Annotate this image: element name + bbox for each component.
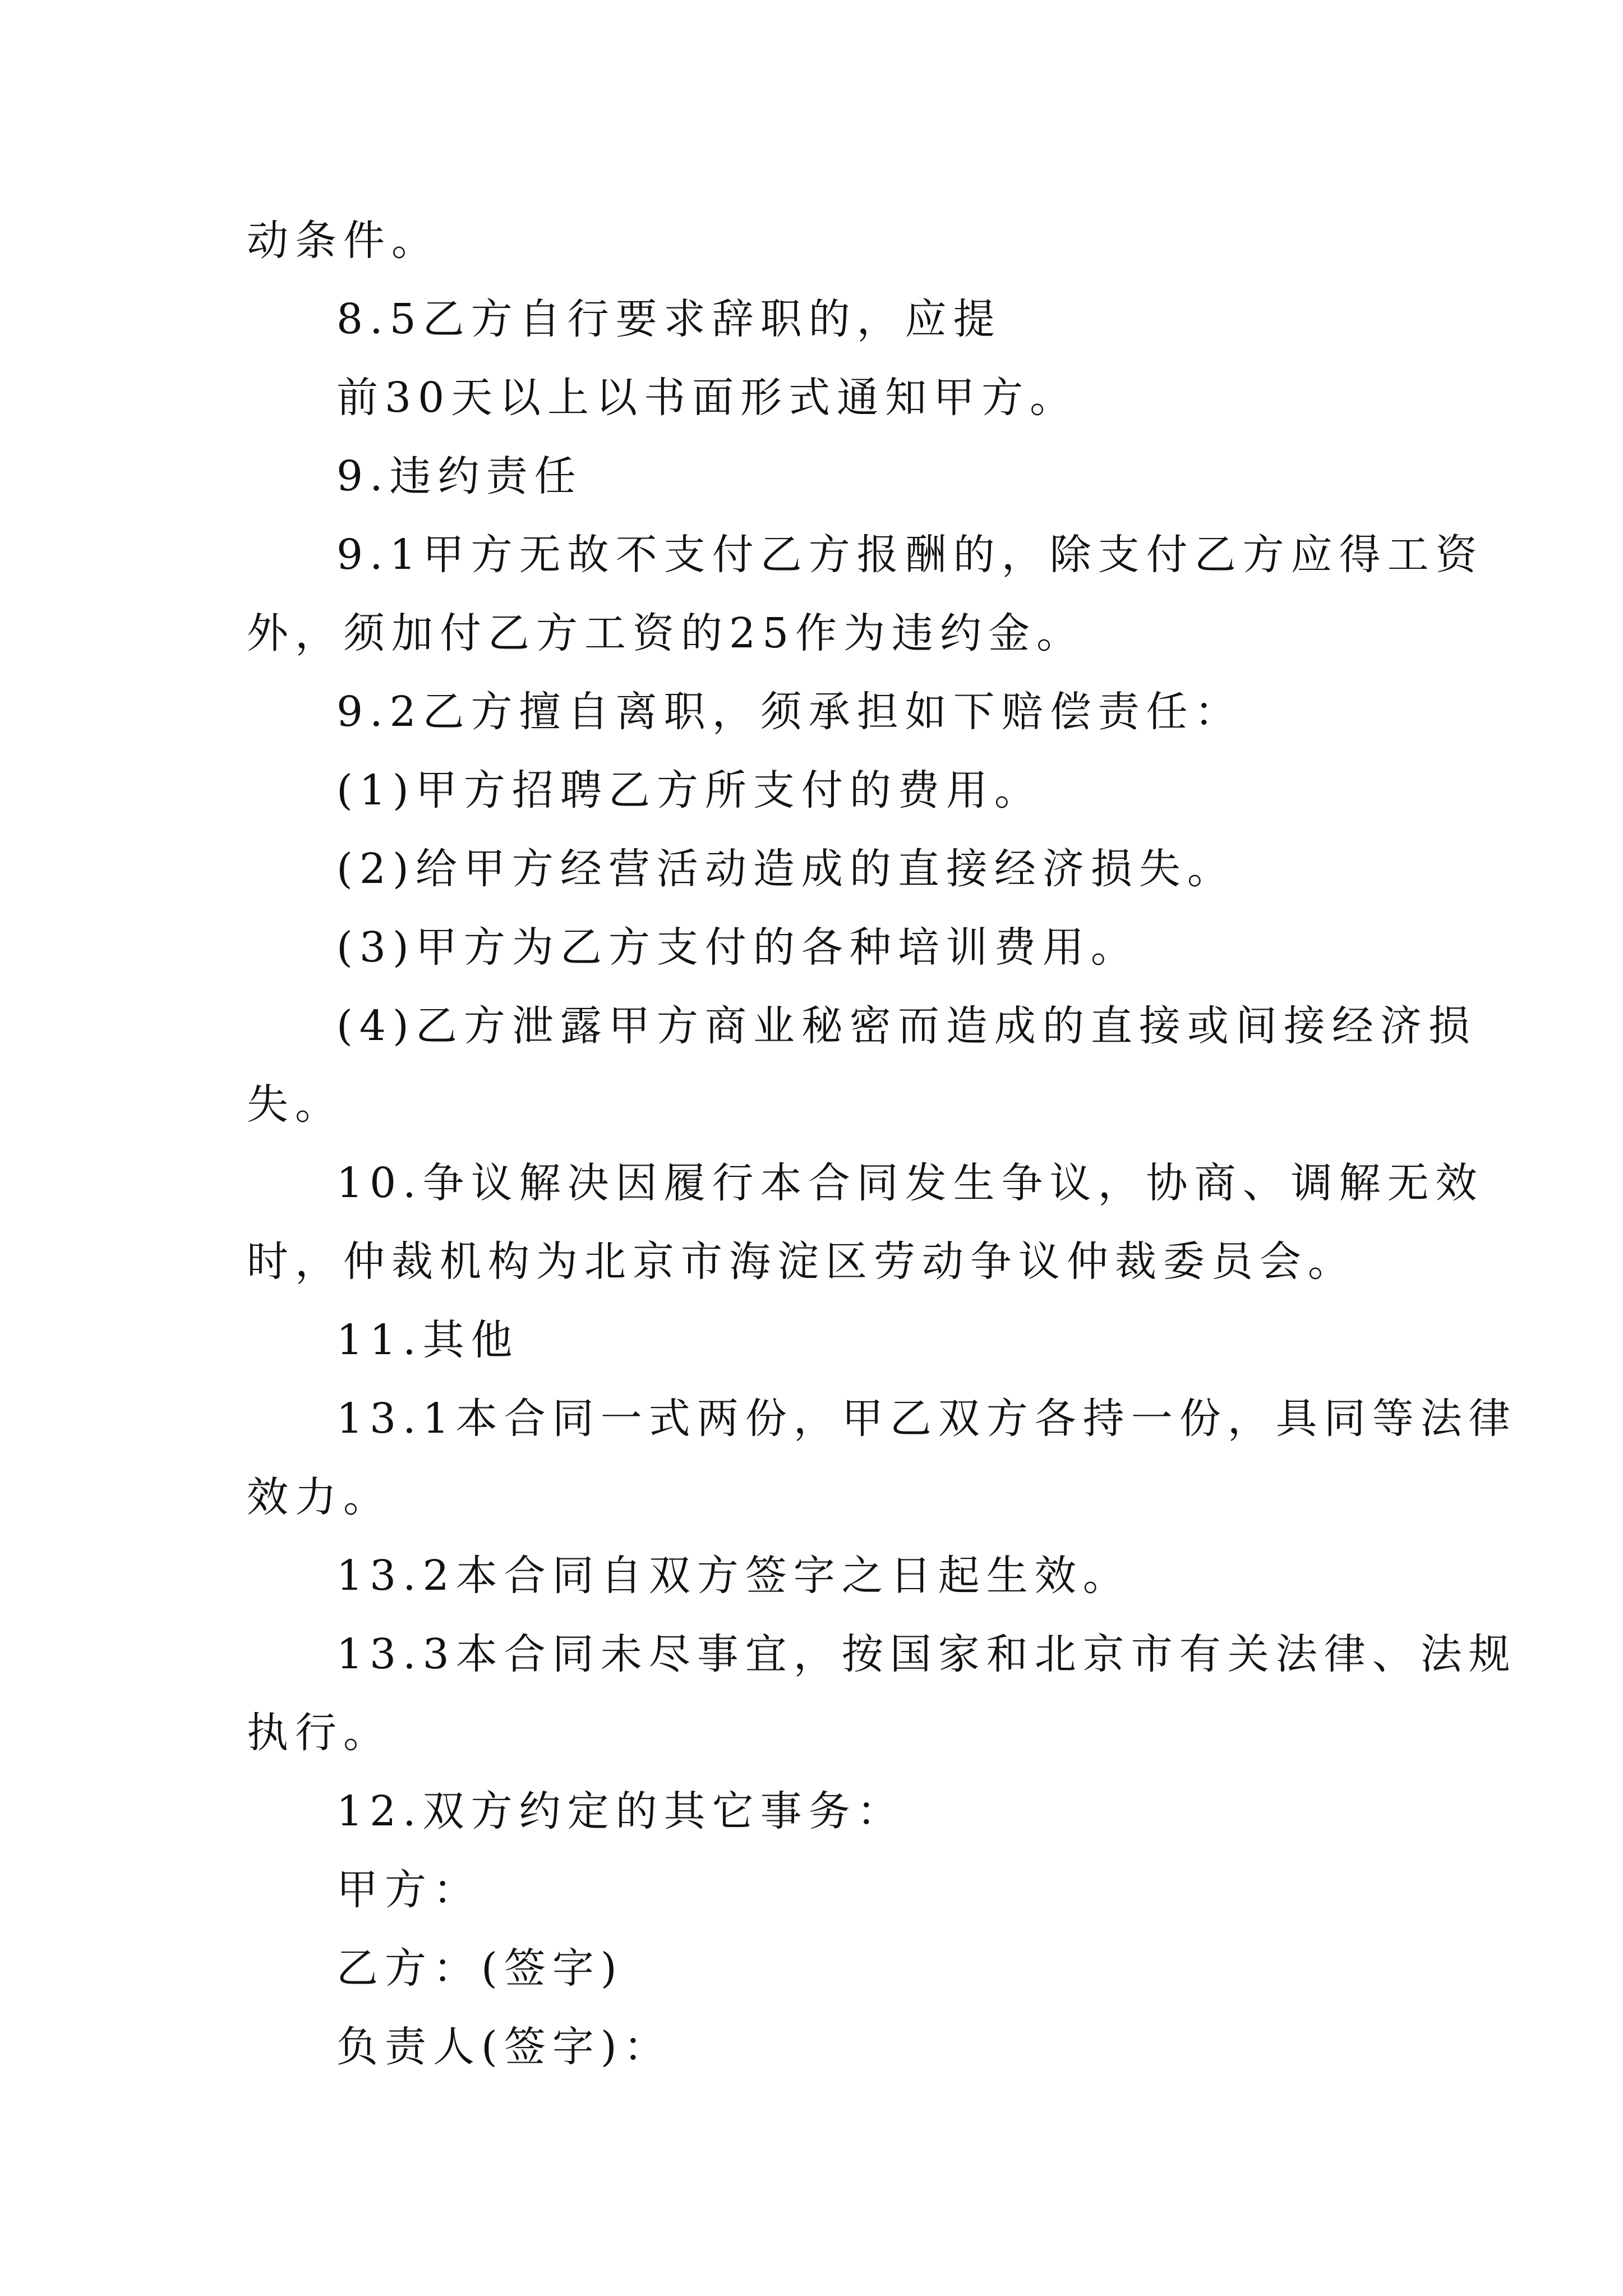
section-heading: 12.双方约定的其它事务： <box>336 1787 905 1835</box>
section-heading: 9.违约责任 <box>336 452 583 500</box>
text-line: 前30天以上以书面形式通知甲方。 <box>336 374 1078 422</box>
list-item: (4)乙方泄露甲方商业秘密而造成的直接或间接经济损 <box>336 1002 1477 1050</box>
text-line: 9.2乙方擅自离职，须承担如下赔偿责任： <box>336 688 1243 736</box>
section-heading: 11.其他 <box>336 1316 519 1364</box>
text-line: 9.1甲方无故不支付乙方报酬的，除支付乙方应得工资 <box>336 531 1484 579</box>
section-heading: 10.争议解决因履行本合同发生争议，协商、调解无效 <box>336 1159 1484 1207</box>
list-item: (2)给甲方经营活动造成的直接经济损失。 <box>336 845 1235 893</box>
text-line: 外，须加付乙方工资的25作为违约金。 <box>247 609 1085 657</box>
text-line: 时，仲裁机构为北京市海淀区劳动争议仲裁委员会。 <box>247 1237 1356 1286</box>
text-line: 13.3本合同未尽事宜，按国家和北京市有关法律、法规 <box>336 1630 1517 1678</box>
text-line: 执行。 <box>247 1709 391 1757</box>
text-line: 效力。 <box>247 1473 391 1521</box>
list-item: (1)甲方招聘乙方所支付的费用。 <box>336 766 1043 815</box>
text-line: 失。 <box>247 1080 343 1129</box>
text-line: 动条件。 <box>247 217 440 265</box>
text-line: 8.5乙方自行要求辞职的，应提 <box>336 295 1002 343</box>
list-item: (3)甲方为乙方支付的各种培训费用。 <box>336 923 1139 972</box>
text-line: 13.1本合同一式两份，甲乙双方各持一份，具同等法律 <box>336 1395 1517 1443</box>
signature-line-party-a: 甲方： <box>336 1866 481 1914</box>
signature-line-responsible-person: 负责人(签字)： <box>336 2023 672 2071</box>
signature-line-party-b: 乙方：(签字) <box>336 1944 624 1993</box>
text-line: 13.2本合同自双方签字之日起生效。 <box>336 1552 1131 1600</box>
